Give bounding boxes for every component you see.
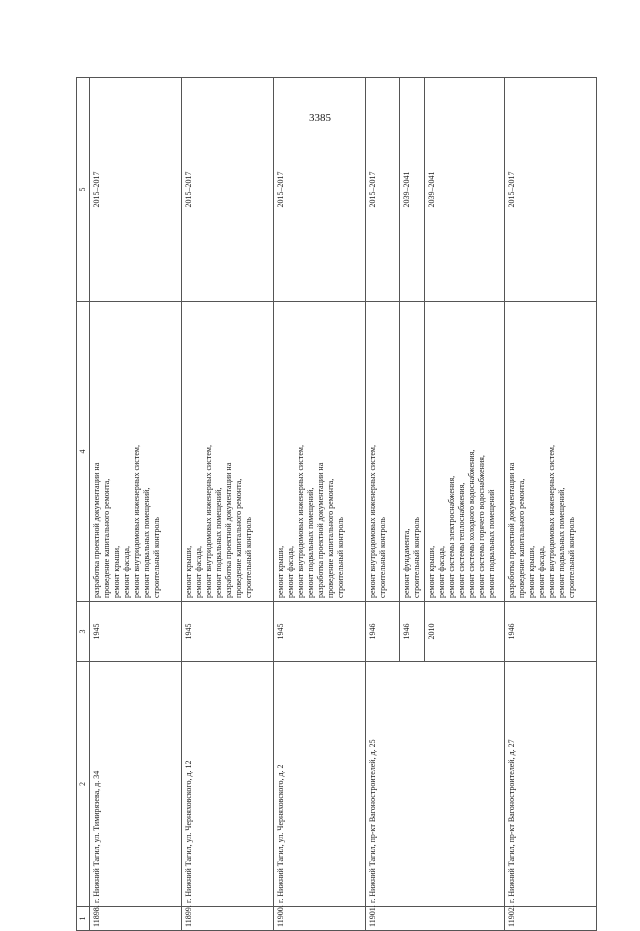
row-works [90,302,182,602]
work-line: ремонт фасада, [437,546,446,598]
row-year: 1946 [505,602,597,662]
page-number: 3385 [309,112,331,124]
work-line: разработка проектной документации на [92,462,101,598]
work-line: ремонт фасада, [537,546,546,598]
work-line: проведение капитального ремонта, [326,478,335,598]
work-line: строительный контроль [378,517,387,598]
row-year: 1945 [274,602,366,662]
work-line: ремонт подвальных помещений, [306,487,315,598]
work-line: разработка проектной документации на [507,462,516,598]
row-period: 2039–2041 [425,78,505,302]
work-line: строительный контроль [152,517,161,598]
row-period: 2039–2041 [400,78,425,302]
row-period: 2015–2017 [505,78,597,302]
row-number: 11899. [182,907,274,931]
row-works [182,302,274,602]
table-row [182,78,274,931]
work-line: ремонт внутридомовых инженерных систем, [204,445,213,598]
work-line: проведение капитального ремонта, [517,478,526,598]
row-works [425,302,505,602]
work-line: разработка проектной документации на [316,462,325,598]
work-line: строительный контроль [336,517,345,598]
work-line: ремонт системы холодного водоснабжения, [467,449,476,598]
header-col-5: 5 [77,78,90,302]
work-line: ремонт крыши, [112,545,121,598]
table-row [90,78,182,931]
work-line: ремонт крыши, [427,545,436,598]
row-period: 2015–2017 [274,78,366,302]
work-line: ремонт подвальных помещений, [214,487,223,598]
row-period: 2015–2017 [90,78,182,302]
work-line: ремонт подвальных помещений, [142,487,151,598]
work-line: ремонт крыши, [184,545,193,598]
work-line: ремонт фасада, [286,546,295,598]
row-year: 1946 [366,602,400,662]
header-col-2: 2 [77,662,90,907]
work-line: ремонт системы электроснабжения, [447,475,456,598]
row-period: 2015–2017 [366,78,400,302]
row-address: г. Нижний Тагил, ул. Черняховского, д. 12 [182,662,274,907]
row-address: г. Нижний Тагил, ул. Тимирязева, д. 34 [90,662,182,907]
rotated-table-frame [76,78,636,931]
work-line: ремонт системы горячего водоснабжения, [477,455,486,598]
header-col-1: 1 [77,907,90,931]
work-line: ремонт крыши, [527,545,536,598]
work-line: строительный контроль [244,517,253,598]
work-line: ремонт фундамента, [402,528,411,598]
row-number: 11900. [274,907,366,931]
row-address: г. Нижний Тагил, ул. Черняховского, д. 2 [274,662,366,907]
work-line: ремонт крыши, [276,545,285,598]
row-number: 11898. [90,907,182,931]
row-year: 1945 [182,602,274,662]
row-address: г. Нижний Тагил, пр-кт Вагоностроителей, д. 25 [366,662,505,907]
row-works [505,302,597,602]
work-line: ремонт системы теплоснабжения, [457,482,466,598]
work-line: проведение капитального ремонта, [102,478,111,598]
row-year: 2010 [425,602,505,662]
header-col-4: 4 [77,302,90,602]
table-wrapper [76,78,636,931]
row-number: 11902. [505,907,597,931]
work-line: ремонт внутридомовых инженерных систем, [132,445,141,598]
row-year: 1946 [400,602,425,662]
work-line: проведение капитального ремонта, [234,478,243,598]
header-col-3: 3 [77,602,90,662]
row-works [274,302,366,602]
work-line: ремонт внутридомовых инженерных систем, [296,445,305,598]
table-row [366,78,400,931]
work-line: ремонт внутридомовых инженерных систем, [547,445,556,598]
repair-schedule-table [76,77,597,931]
work-line: ремонт подвальных помещений [487,489,496,598]
row-works [366,302,400,602]
work-line: ремонт фасада, [194,546,203,598]
work-line: ремонт подвальных помещений, [557,487,566,598]
header-row [77,78,90,931]
row-number: 11901. [366,907,505,931]
work-line: ремонт фасада, [122,546,131,598]
row-year: 1945 [90,602,182,662]
work-line: ремонт внутридомовых инженерных систем, [368,445,377,598]
row-works [400,302,425,602]
table-row [274,78,366,931]
row-address: г. Нижний Тагил, пр-кт Вагоностроителей, д. 27 [505,662,597,907]
work-line: строительный контроль [567,517,576,598]
work-line: строительный контроль [412,517,421,598]
row-period: 2015–2017 [182,78,274,302]
table-row [505,78,597,931]
work-line: разработка проектной документации на [224,462,233,598]
